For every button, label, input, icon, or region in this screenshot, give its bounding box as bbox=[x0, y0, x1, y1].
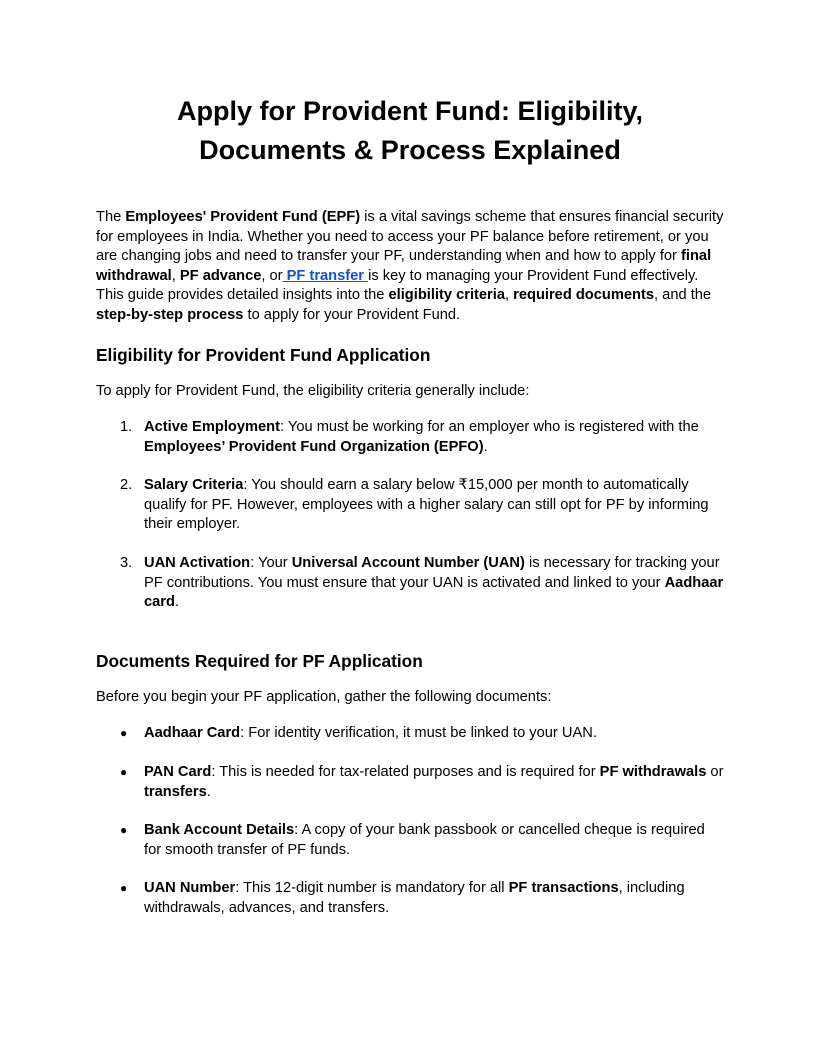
eligibility-lead: To apply for Provident Fund, the eligibility criteria generally include: bbox=[96, 383, 530, 399]
intro-paragraph: The Employees' Provident Fund (EPF) is a vital savings scheme that ensures financial security for employees in India. Whether you need to access your PF balance before retirement, or you are changing jobs and need to transfer your PF, understanding when and how to apply for final withdrawal, PF advance, or PF transfer is key to managing your Provident Fund effectively. This guide provides detailed insights into the eligibility criteria, required documents, and the step-by-step process to apply for your Provident Fund. bbox=[96, 209, 724, 323]
list-item: ● Bank Account Details: A copy of your bank passbook or cancelled cheque is required for smooth transfer of PF funds. bbox=[120, 822, 705, 858]
list-item: 2. Salary Criteria: You should earn a salary below ₹15,000 per month to automatically qualify for PF. However, employees with a higher salary can still opt for PF by informing their employer. bbox=[120, 477, 709, 533]
documents-lead: Before you begin your PF application, gather the following documents: bbox=[96, 689, 552, 705]
bullet-icon: ● bbox=[120, 823, 128, 837]
eligibility-heading: Eligibility for Provident Fund Application bbox=[96, 345, 431, 365]
bullet-icon: ● bbox=[120, 726, 128, 740]
bullet-icon: ● bbox=[120, 881, 128, 895]
list-item: 1. Active Employment: You must be working for an employer who is registered with the Employees’ Provident Fund Organization (EPFO). bbox=[120, 419, 699, 455]
list-item: ● PAN Card: This is needed for tax-related purposes and is required for PF withdrawals or transfers. bbox=[120, 764, 724, 800]
documents-heading: Documents Required for PF Application bbox=[96, 651, 423, 671]
list-item: ● Aadhaar Card: For identity verification, it must be linked to your UAN. bbox=[96, 724, 724, 744]
bullet-icon: ● bbox=[120, 765, 128, 779]
list-item: 3. UAN Activation: Your Universal Account Number (UAN) is necessary for tracking your PF contributions. You must ensure that your UAN is activated and linked to your Aadhaar card. bbox=[120, 555, 724, 611]
page-title: Apply for Provident Fund: Eligibility, Documents & Process Explained bbox=[177, 96, 643, 165]
list-item: ● UAN Number: This 12-digit number is mandatory for all PF transactions, including withdrawals, advances, and transfers. bbox=[120, 880, 685, 916]
pf-transfer-link[interactable]: PF transfer bbox=[282, 267, 369, 284]
